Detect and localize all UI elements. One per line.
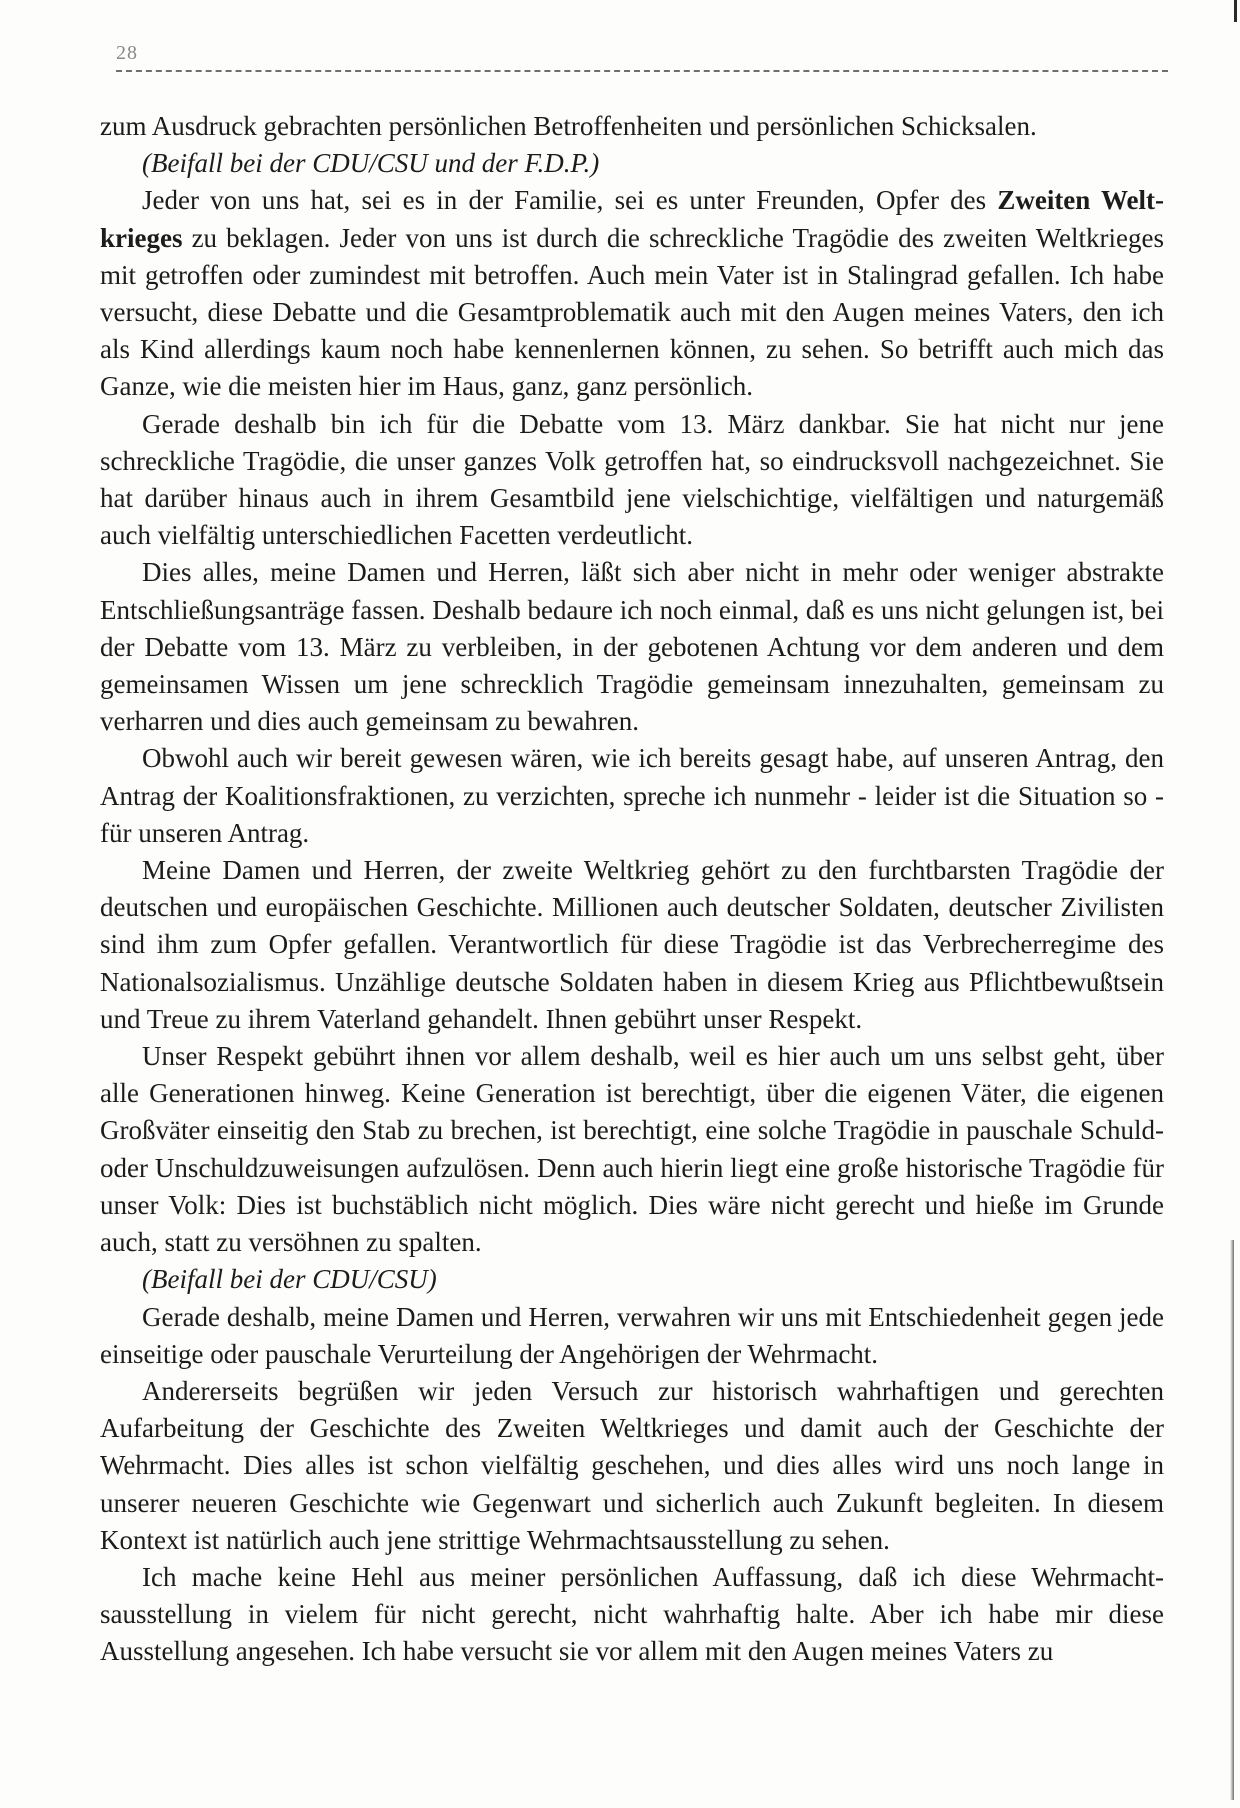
applause-note: (Beifall bei der CDU/CSU und der F.D.P.) [142,148,600,179]
bold-term: Zweiten Weltkrieges [100,185,1164,253]
scan-edge-mark [1234,0,1237,22]
paragraph: Dies alles, meine Damen und Herren, läßt sich aber nicht in mehr oder weniger abstrakte Entschließungsanträge fassen. Deshalb bedaure ich noch einmal, daß es uns nicht gelungen ist, bei der Debatte vom 13. März zu verbleiben, in der gebotenen Achtung vor dem anderen und dem gemeinsamen Wissen um jene schrecklich Tragödie gemeinsam innezuhalten, gemeinsam zu verharren und dies auch gemeinsam zu bewahren. [100,557,1164,737]
paragraph: Andererseits begrüßen wir jeden Versuch zur historisch wahrhaftigen und gerechten Aufarbeitung der Geschichte des Zweiten Weltkrieges und damit auch der Geschichte der Wehrmacht. Dies alles ist schon vielfältig geschehen, und dies alles wird uns noch lange in unserer neueren Geschichte wie Gegenwart und sicherlich auch Zukunft begleiten. In diesem Kontext ist natürlich auch jene strittige Wehrmachtsausstellung zu sehen. [100,1375,1164,1555]
paragraph-continuation: zum Ausdruck gebrachten persönlichen Betroffenheiten und persönlichen Schicksalen. [100,111,1037,141]
paragraph: Unser Respekt gebührt ihnen vor allem deshalb, weil es hier auch um uns selbst geht, über alle Generationen hinweg. Keine Generation ist berechtigt, über die eigenen Väter, die eigenen Großväter einseitig den Stab zu brechen, ist berechtigt, eine solche Tragödie in pauschale Schuld- oder Unschuldzuweisungen aufzulösen. Denn auch hierin liegt eine große historische Tragödie für unser Volk: Dies ist buchstäblich nicht möglich. Dies wäre nicht gerecht und hieße im Grunde auch, statt zu versöhnen zu spalten. [100,1041,1164,1258]
paragraph-text: zu beklagen. Jeder von uns ist durch die schreckliche Tragödie des zweiten Weltkrieges mit getroffen oder zumindest mit betroffen. Auch mein Vater ist in Stalingrad gefallen. Ich habe versucht, diese Debatte und die Gesamtproblematik auch mit den Augen meines Vaters, den ich als Kind allerdings kaum noch habe kennenlernen können, zu sehen. So betrifft auch mich das Ganze, wie die meisten hier im Haus, ganz, ganz persönlich. [100,222,1164,402]
body-text [100,108,1164,1671]
paragraph-text: Jeder von uns hat, sei es in der Familie, sei es unter Freunden, Opfer des [142,185,998,216]
applause-note: (Beifall bei der CDU/CSU) [142,1264,437,1295]
scan-edge-shadow [1230,1240,1234,1800]
paragraph: Gerade deshalb, meine Damen und Herren, verwahren wir uns mit Entschiedenheit gegen jede einseitige oder pauschale Verurteilung der Angehörigen der Wehrmacht. [100,1301,1164,1369]
paragraph: Gerade deshalb bin ich für die Debatte vom 13. März dankbar. Sie hat nicht nur jene schreckliche Tragödie, die unser ganzes Volk getroffen hat, so eindrucksvoll nachgezeichnet. Sie hat darüber hinaus auch in ihrem Gesamtbild jene vielschichtige, vielfältigen und naturgemäß auch vielfältig unterschiedlichen Facetten verdeutlicht. [100,408,1164,551]
paragraph [100,182,1164,405]
paragraph: Obwohl auch wir bereit gewesen wären, wie ich bereits gesagt habe, auf unseren Antrag, den Antrag der Koalitionsfraktionen, zu verzichten, spreche ich nunmehr - leider ist die Situation so - für unseren Antrag. [100,743,1164,848]
paragraph: Ich mache keine Hehl aus meiner persönlichen Auffassung, daß ich diese Wehrmachtsausstellung in vielem für nicht gerecht, nicht wahrhaftig halte. Aber ich habe mir diese Ausstellung angesehen. Ich habe versucht sie vor allem mit den Augen meines Vaters zu [100,1561,1164,1667]
page-number: 28 [116,42,138,64]
paragraph: Meine Damen und Herren, der zweite Weltkrieg gehört zu den furchtbarsten Tragödie der deutschen und europäischen Geschichte. Millionen auch deutscher Soldaten, deutscher Zivilisten sind ihm zum Opfer gefallen. Verantwortlich für diese Tragödie ist das Verbrecherregime des Nationalsozialismus. Unzählige deutsche Soldaten haben in diesem Krieg aus Pflichtbewußtsein und Treue zu ihrem Vaterland gehandelt. Ihnen gebührt unser Respekt. [100,855,1164,1034]
header-rule [116,70,1168,72]
